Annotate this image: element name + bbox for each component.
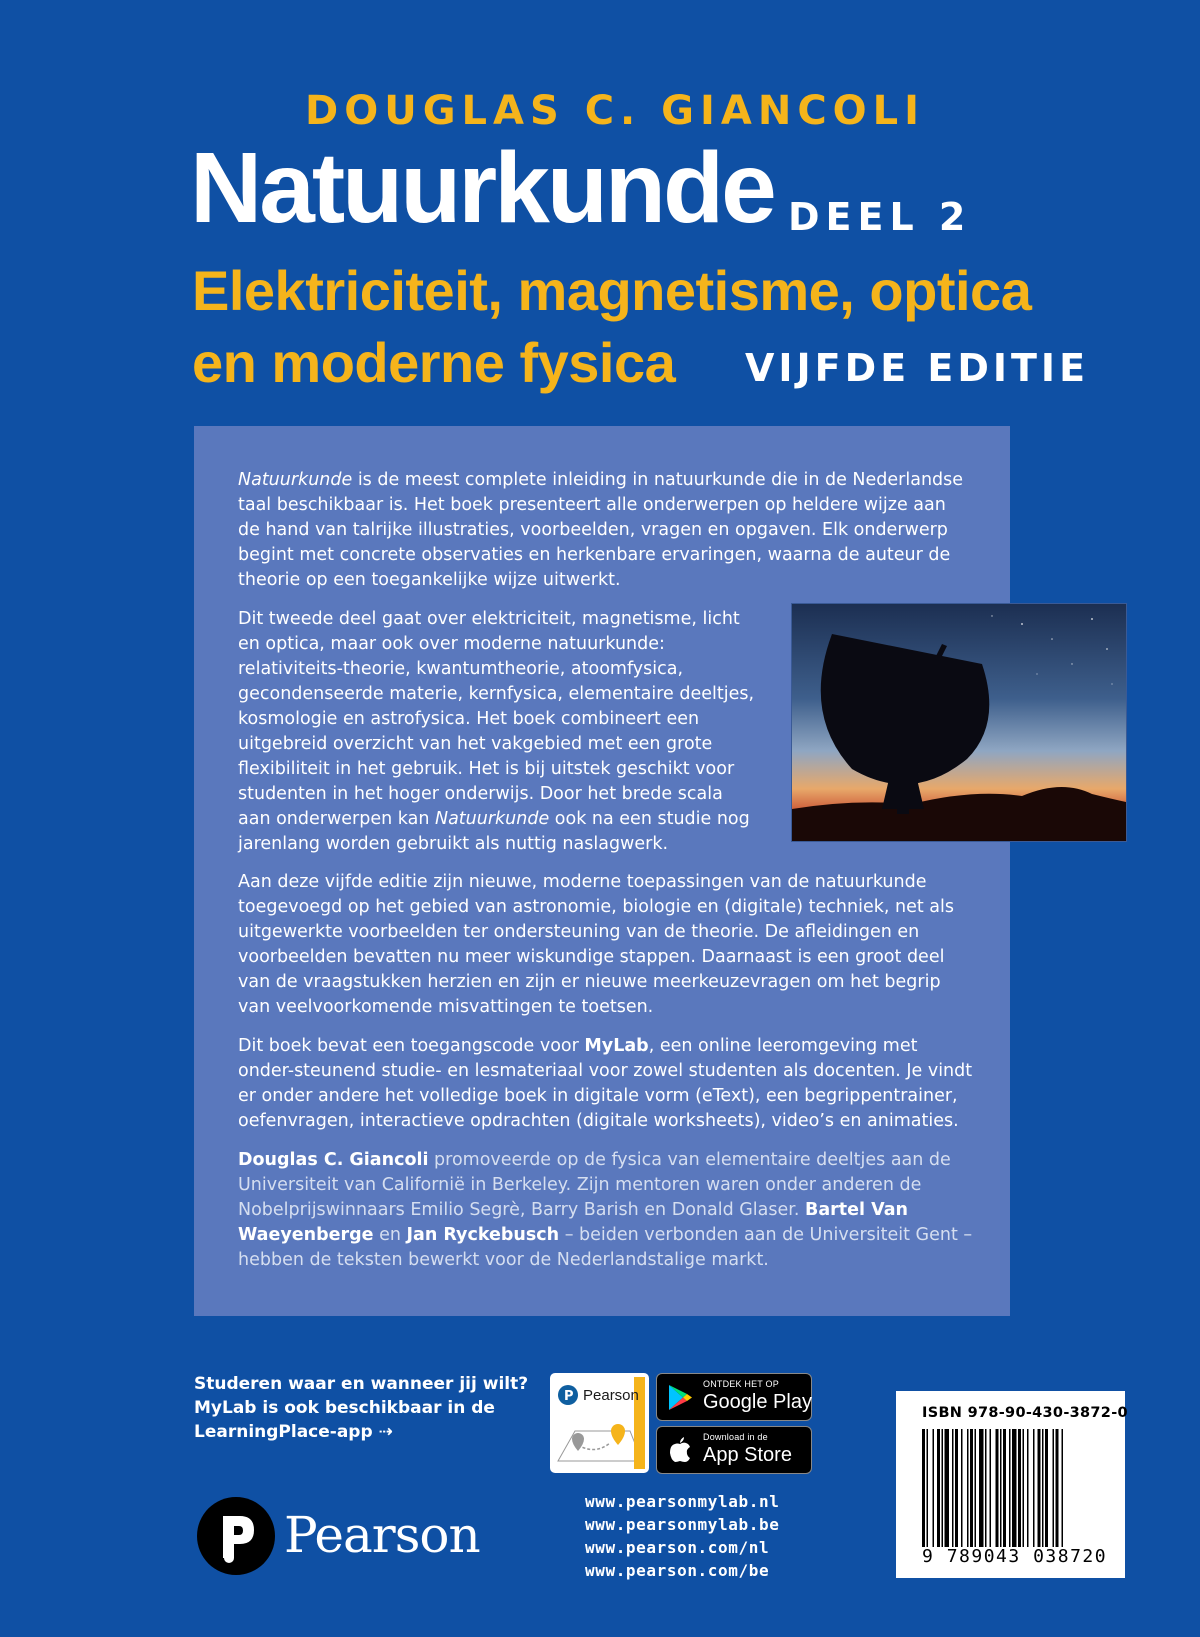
google-play-badge[interactable] <box>656 1373 812 1421</box>
title-italic: Natuurkunde <box>434 809 550 829</box>
isbn-barcode <box>896 1391 1128 1578</box>
barcode-bar <box>952 1429 954 1547</box>
app-store-label: App Store <box>703 1444 792 1466</box>
blurb-paragraph-3 <box>238 870 973 1020</box>
app-promo <box>194 1372 534 1444</box>
editor-name-1: Bartel Van Waeyenberge <box>238 1200 908 1245</box>
barcode-bar <box>967 1429 969 1547</box>
app-store-small-text: Download in de <box>703 1432 768 1442</box>
url-link[interactable]: www.pearson.com/nl <box>585 1538 770 1557</box>
barcode-bar <box>996 1429 999 1547</box>
pearson-app-label: Pearson <box>583 1387 639 1404</box>
barcode-bars <box>922 1429 1102 1547</box>
radio-telescope-photo <box>791 603 1127 842</box>
title-italic: Natuurkunde <box>238 470 353 490</box>
subtitle-line-2: en moderne fysica <box>192 331 676 394</box>
author-bio-name: Douglas C. Giancoli <box>238 1150 429 1170</box>
barcode-bar <box>961 1429 963 1547</box>
dotted-arrow-icon: ⇢ <box>378 1422 393 1442</box>
barcode-bar <box>1000 1429 1002 1547</box>
promo-line-2: MyLab is ook beschikbaar in de <box>194 1398 495 1418</box>
barcode-bar <box>955 1429 958 1547</box>
pearson-p-icon <box>196 1496 276 1576</box>
barcode-bar <box>1012 1429 1017 1547</box>
barcode-bar <box>927 1429 929 1547</box>
description-panel <box>194 426 1010 1316</box>
author-name: DOUGLAS C. GIANCOLI <box>305 88 926 134</box>
barcode-bar <box>979 1429 984 1547</box>
edition-label: VIJFDE EDITIE <box>745 346 1090 390</box>
barcode-bar <box>922 1429 925 1547</box>
book-title: Natuurkunde <box>190 132 774 244</box>
blurb-text: Dit tweede deel gaat over elektriciteit, magnetisme, licht en optica, maar ook over moderne natuurkunde: relativiteits-theorie, kwantumtheorie, atoomfysica, gecondenseerde materie, kernfysica, elementaire deeltjes, kosmologie en astrofysica. Het boek combineert een uitgebreid overzicht van het vakgebied met een grote flexibiliteit in het gebruik. Het is bij uitstek geschikt voor studenten in het hoger onderwijs. Door het brede scala aan onderwerpen kan <box>238 609 755 829</box>
barcode-bar <box>1045 1429 1048 1547</box>
svg-text:P: P <box>564 1389 574 1404</box>
barcode-bar <box>933 1429 935 1547</box>
promo-line-3: LearningPlace-app <box>194 1422 373 1442</box>
blurb-text: promoveerde op de fysica van elementaire deeltjes aan de Universiteit van Californië in Berkeley. Zijn mentoren waren onder anderen de Nobelprijswinnaars Emilio Segrè, Barry Barish en Donald Glaser. <box>238 1150 951 1220</box>
blurb-text: – beiden verbonden aan de Universiteit Gent – hebben de teksten bewerkt voor de Nederlandstalige markt. <box>238 1225 973 1270</box>
pearson-app-tile[interactable] <box>550 1373 649 1473</box>
blurb-text: ook na een studie nog jarenlang worden gebruikt als nuttig naslagwerk. <box>238 809 750 854</box>
url-link[interactable]: www.pearson.com/be <box>585 1561 770 1580</box>
barcode-bar <box>1042 1429 1044 1547</box>
barcode-bar <box>1027 1429 1029 1547</box>
blurb-text: Aan deze vijfde editie zijn nieuwe, moderne toepassingen van de natuurkunde toegevoegd op het gebied van astronomie, biologie en (digitale) techniek, net als uitgewerkte voorbeelden ter ondersteuning van de theorie. De afleidingen en voorbeelden bevatten nu meer wiskundige stappen. Daarnaast is een groot deel van de vraagstukken herzien en zijn er nieuwe meerkeuzevragen om het begrip van veelvoorkomende misvattingen te toetsen. <box>238 872 954 1017</box>
barcode-bar <box>1062 1429 1064 1547</box>
barcode-bar <box>942 1429 944 1547</box>
ean-right-group: 038720 <box>1033 1546 1108 1567</box>
blurb-paragraph-2 <box>238 607 758 857</box>
ean-left-group: 789043 <box>946 1546 1021 1567</box>
ean-first-digit: 9 <box>922 1546 935 1567</box>
barcode-bar <box>1033 1429 1035 1547</box>
blurb-paragraph-1 <box>238 468 973 593</box>
isbn-number: ISBN 978-90-430-3872-0 <box>922 1405 1128 1421</box>
blurb-text: Dit boek bevat een toegangscode voor <box>238 1036 585 1056</box>
blurb-paragraph-4 <box>238 1034 973 1134</box>
barcode-bar <box>1023 1429 1025 1547</box>
barcode-bar <box>937 1429 940 1547</box>
barcode-bar <box>975 1429 977 1547</box>
barcode-bar <box>1003 1429 1006 1547</box>
barcode-bar <box>1056 1429 1059 1547</box>
barcode-bar <box>945 1429 950 1547</box>
barcode-bar <box>990 1429 992 1547</box>
blurb-text: en <box>373 1225 407 1245</box>
volume-label: DEEL 2 <box>788 195 972 239</box>
url-list <box>585 1490 779 1582</box>
barcode-bar <box>1018 1429 1021 1547</box>
barcode-bar <box>1009 1429 1011 1547</box>
barcode-bar <box>985 1429 987 1547</box>
mylab-bold: MyLab <box>584 1036 649 1056</box>
barcode-bar <box>1038 1429 1041 1547</box>
author-bio <box>238 1148 973 1273</box>
apple-icon <box>669 1436 691 1463</box>
barcode-bar <box>1053 1429 1055 1547</box>
url-link[interactable]: www.pearsonmylab.nl <box>585 1492 780 1511</box>
blurb-text: , een online leeromgeving met onder-steunend studie- en lesmateriaal voor zowel studenten als docenten. Je vindt er onder andere het volledige boek in digitale vorm (eText), een begrippentrainer, oefenvragen, interactieve opdrachten (digitale worksheets), video’s en animaties. <box>238 1036 973 1131</box>
google-play-icon <box>667 1384 693 1411</box>
editor-name-2: Jan Ryckebusch <box>406 1225 560 1245</box>
blurb-text: is de meest complete inleiding in natuurkunde die in de Nederlandse taal beschikbaar is. Het boek presenteert alle onderwerpen op heldere wijze aan de hand van talrijke illustraties, voorbeelden, vragen en opgaven. Elk onderwerp begint met concrete observaties en herkenbare ervaringen, waarna de auteur de theorie op een toegankelijke wijze uitwerkt. <box>238 470 964 590</box>
google-play-small-text: ONTDEK HET OP <box>703 1379 779 1389</box>
promo-line-1: Studeren waar en wanneer jij wilt? <box>194 1374 529 1394</box>
subtitle-line-1: Elektriciteit, magnetisme, optica <box>192 259 1032 322</box>
pearson-logo <box>196 1496 486 1582</box>
google-play-label: Google Play <box>703 1391 812 1413</box>
pearson-wordmark: Pearson <box>284 1506 480 1564</box>
url-link[interactable]: www.pearsonmylab.be <box>585 1515 780 1534</box>
barcode-bar <box>970 1429 973 1547</box>
ean-digits <box>922 1546 1107 1567</box>
app-store-badge[interactable] <box>656 1426 812 1474</box>
